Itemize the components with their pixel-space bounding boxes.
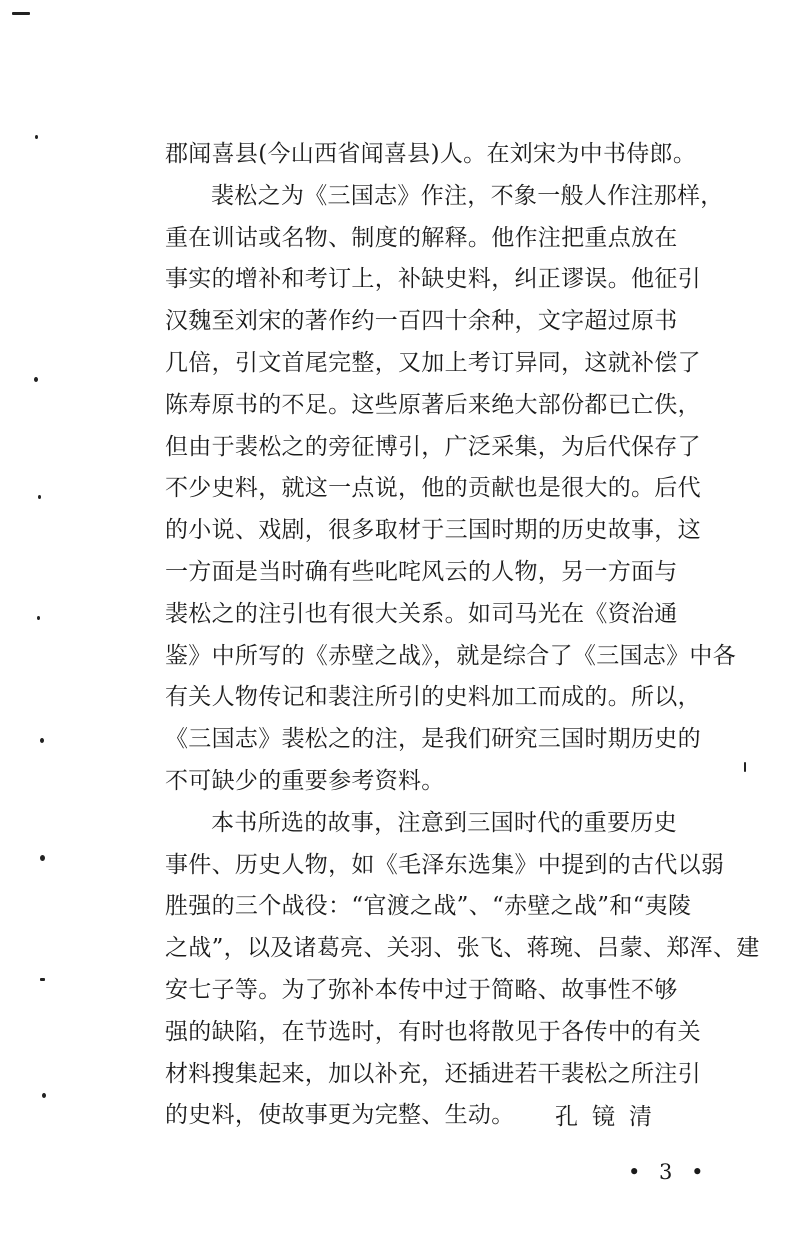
scan-speck — [40, 978, 45, 981]
text-line: 的史料，使故事更为完整、生动。 — [165, 1102, 515, 1129]
body-text — [165, 134, 760, 1137]
scan-speck — [12, 12, 30, 15]
text-line: 鉴》中所写的《赤壁之战》，就是综合了《三国志》中各 — [165, 642, 736, 669]
text-line: 裴松之为《三国志》作注，不象一般人作注那样， — [211, 182, 724, 209]
text-line: 郡闻喜县(今山西省闻喜县)人。在刘宋为中书侍郎。 — [165, 141, 697, 167]
text-line: 一方面是当时确有些叱咤风云的人物，另一方面与 — [165, 558, 678, 585]
page-number: • 3 • — [628, 1160, 710, 1184]
scan-speck — [40, 738, 44, 743]
text-line: 不可缺少的重要参考资料。 — [165, 767, 445, 794]
paragraph — [165, 803, 760, 1137]
text-line: 有关人物传记和裴注所引的史料加工而成的。所以， — [165, 684, 701, 711]
text-line: 不少史料，就这一点说，他的贡献也是很大的。后代 — [165, 475, 701, 502]
text-line: 本书所选的故事，注意到三国时代的重要历史 — [211, 809, 677, 836]
text-line: 安七子等。为了弥补本传中过于简略、故事性不够 — [165, 976, 678, 1003]
paragraph — [165, 176, 745, 803]
scan-speck — [37, 616, 40, 620]
text-line: 汉魏至刘宋的著作约一百四十余种，文字超过原书 — [165, 308, 678, 335]
text-line: 强的缺陷，在节选时，有时也将散见于各传中的有关 — [165, 1018, 701, 1045]
text-line: 几倍，引文首尾完整，又加上考订异同，这就补偿了 — [165, 349, 701, 376]
text-line: 的小说、戏剧，很多取材于三国时期的历史故事，这 — [165, 517, 701, 544]
text-line: 之战”，以及诸葛亮、关羽、张飞、蒋琬、吕蒙、郑浑、建 — [165, 935, 760, 962]
scan-speck — [34, 377, 38, 382]
text-line: 事实的增补和考订上，补缺史料，纠正谬误。他征引 — [165, 266, 701, 293]
author-signature: 孔镜清 — [555, 1104, 666, 1130]
scan-speck — [40, 855, 45, 861]
text-line: 重在训诂或名物、制度的解释。他作注把重点放在 — [165, 224, 678, 251]
text-line: 《三国志》裴松之的注，是我们研究三国时期历史的 — [165, 726, 701, 753]
text-line: 陈寿原书的不足。这些原著后来绝大部份都已亡佚， — [165, 391, 701, 418]
text-line: 但由于裴松之的旁征博引，广泛采集，为后代保存了 — [165, 433, 701, 460]
text-line: 胜强的三个战役：“官渡之战”、“赤壁之战”和“夷陵 — [165, 893, 692, 920]
text-line: 事件、历史人物，如《毛泽东选集》中提到的古代以弱 — [165, 851, 725, 878]
text-line: 裴松之的注引也有很大关系。如司马光在《资治通 — [165, 600, 678, 627]
text-line: 材料搜集起来，加以补充，还插进若干裴松之所注引 — [165, 1060, 701, 1087]
scan-speck — [35, 135, 38, 139]
paragraph — [165, 134, 745, 176]
scan-speck — [42, 1093, 46, 1098]
scan-speck — [38, 495, 41, 499]
